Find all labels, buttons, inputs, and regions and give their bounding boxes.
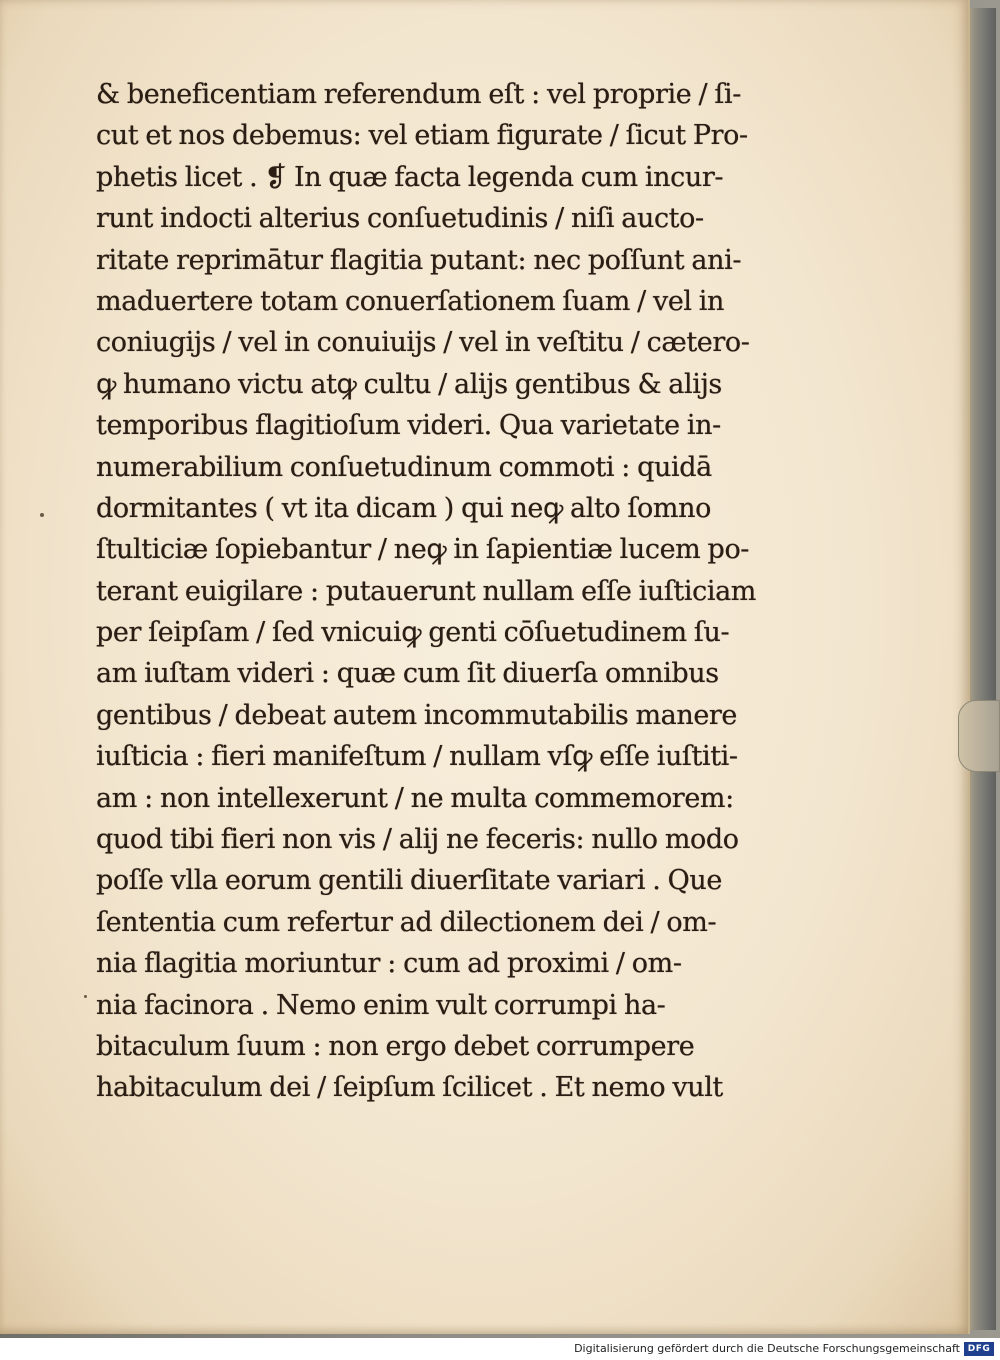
page-edge-stack — [966, 8, 996, 1330]
text-line: poſſe vlla eorum gentili diuerſitate variari . Que — [96, 865, 722, 897]
text-line: gentibus / debeat autem incommutabilis manere — [96, 699, 738, 731]
text-line: iuſticia : fieri manifeſtum / nullam vſꝙ eſſe iuſtiti- — [96, 741, 738, 773]
text-line: phetis licet . ❡ In quæ facta legenda cum incur- — [96, 161, 724, 193]
text-line: nia flagitia moriuntur : cum ad proximi / om- — [96, 948, 682, 980]
text-line: dormitantes ( vt ita dicam ) qui neꝙ alto ſomno — [96, 492, 711, 524]
text-line: maduertere totam conuerſationem ſuam / vel in — [96, 285, 725, 317]
text-line: nia facinora . Nemo enim vult corrumpi ha- — [96, 989, 666, 1021]
text-column — [96, 74, 756, 1109]
text-line: & beneficentiam referendum eſt : vel proprie / ſi- — [96, 79, 741, 110]
text-line: runt indocti alterius conſuetudinis / niſi aucto- — [96, 203, 704, 235]
text-line: ꝙ humano victu atꝙ cultu / alijs gentibus & alijs — [96, 368, 722, 400]
page-edge-tab — [958, 700, 1000, 772]
text-line: cut et nos debemus: vel etiam figurate / ſicut Pro- — [96, 120, 748, 152]
text-line: terant euigilare : putauerunt nullam eſſe iuſticiam — [96, 575, 756, 607]
text-line: ritate reprimātur flagitia putant: nec poſſunt ani- — [96, 244, 742, 276]
text-line: coniugijs / vel in conuiuijs / vel in veſtitu / cætero- — [96, 327, 750, 359]
text-line: am : non intellexerunt / ne multa commemorem: — [96, 782, 734, 814]
text-line: ſententia cum refertur ad dilectionem dei / om- — [96, 906, 717, 938]
text-line: am iuſtam videri : quæ cum ſit diuerſa omnibus — [96, 658, 719, 690]
text-line: per ſeipſam / ſed vnicuiꝙ genti cōſuetudinem ſu- — [96, 617, 730, 649]
dfg-logo: DFG — [964, 1342, 994, 1356]
text-line: temporibus flagitioſum videri. Qua varietate in- — [96, 410, 721, 442]
text-line: habitaculum dei / ſeipſum ſcilicet . Et nemo vult — [96, 1072, 723, 1104]
digitization-credit: Digitalisierung gefördert durch die Deutsche Forschungsgemeinschaft — [574, 1342, 960, 1355]
text-line: bitaculum ſuum : non ergo debet corrumpere — [96, 1030, 695, 1062]
text-line: numerabilium conſuetudinum commoti : quidā — [96, 451, 712, 483]
margin-mark — [40, 513, 44, 517]
margin-mark — [84, 995, 87, 998]
text-line: quod tibi fieri non vis / alij ne feceris: nullo modo — [96, 824, 739, 856]
text-line: ſtulticiæ ſopiebantur / neꝙ in ſapientiæ lucem po- — [96, 534, 750, 566]
